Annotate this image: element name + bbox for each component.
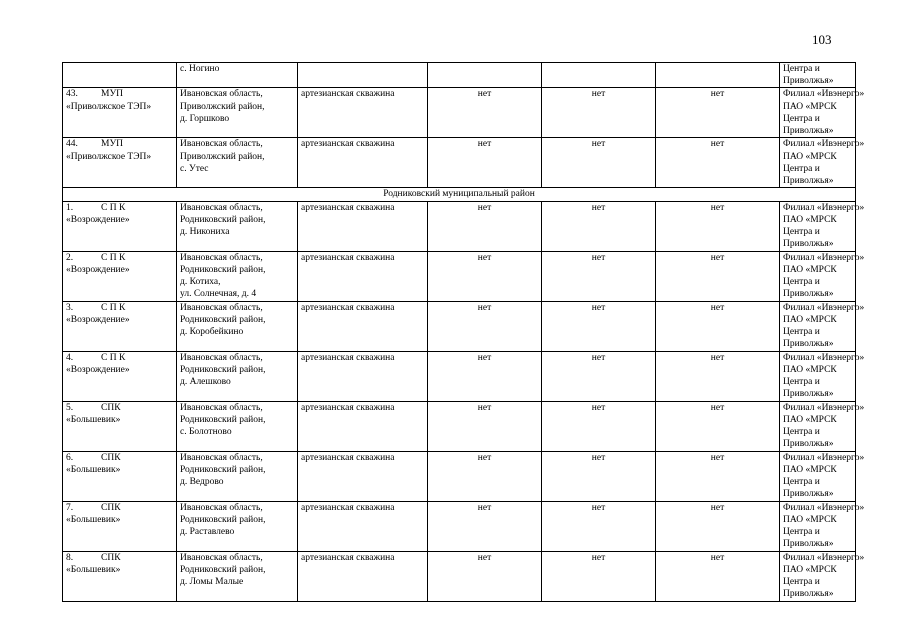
status-cell: нет <box>656 88 780 138</box>
status-cell <box>542 63 656 88</box>
filial-line: Приволжья» <box>783 176 834 187</box>
org-cell <box>63 63 177 88</box>
org-name: «Возрождение» <box>66 314 130 325</box>
address-line: Ивановская область, <box>180 502 263 513</box>
filial-line: ПАО «МРСК <box>783 564 837 575</box>
address-line: Ивановская область, <box>180 202 263 213</box>
status-cell: нет <box>656 251 780 301</box>
status-cell: нет <box>542 551 656 601</box>
status-cell <box>656 63 780 88</box>
address-cell <box>177 551 298 601</box>
address-line: Ивановская область, <box>180 552 263 563</box>
org-type: С П К <box>101 302 126 313</box>
filial-line: Приволжья» <box>783 289 834 300</box>
source-cell: артезианская скважина <box>298 451 428 501</box>
row-number: 5. <box>66 402 74 413</box>
address-line: Родниковский район, <box>180 214 266 225</box>
filial-line: ПАО «МРСК <box>783 364 837 375</box>
row-number: 6. <box>66 452 74 463</box>
table-row <box>63 63 856 88</box>
status-cell: нет <box>656 551 780 601</box>
filial-line: Центра и <box>783 527 820 538</box>
address-line: д. Ведрово <box>180 477 224 488</box>
row-number: 8. <box>66 552 74 563</box>
address-cell <box>177 201 298 251</box>
status-cell: нет <box>656 401 780 451</box>
address-line: Ивановская область, <box>180 452 263 463</box>
filial-cell <box>780 301 865 351</box>
org-type: С П К <box>101 252 126 263</box>
org-name: «Большевик» <box>66 464 121 475</box>
section-row <box>63 188 856 201</box>
filial-line: Филиал «Ивэнерго» <box>783 502 865 513</box>
org-name: «Приволжское ТЭП» <box>66 101 152 112</box>
source-cell <box>298 63 428 88</box>
address-line: Родниковский район, <box>180 564 266 575</box>
address-cell <box>177 88 298 138</box>
address-line: д. Алешково <box>180 377 231 388</box>
row-number: 7. <box>66 502 74 513</box>
address-line: д. Ломы Малые <box>180 577 244 588</box>
num-line <box>66 502 173 514</box>
filial-line: Филиал «Ивэнерго» <box>783 252 865 263</box>
org-cell <box>63 351 177 401</box>
filial-cell <box>780 501 865 551</box>
filial-line: Приволжья» <box>783 239 834 250</box>
status-cell: нет <box>428 301 542 351</box>
filial-line: Приволжья» <box>783 589 834 600</box>
org-cell <box>63 301 177 351</box>
filial-cell <box>780 63 856 88</box>
address-line: Ивановская область, <box>180 352 263 363</box>
org-cell <box>63 138 177 188</box>
table-row <box>63 88 856 138</box>
address-cell <box>177 63 298 88</box>
address-line: Родниковский район, <box>180 364 266 375</box>
org-name: «Большевик» <box>66 414 121 425</box>
status-cell: нет <box>428 551 542 601</box>
filial-line: ПАО «МРСК <box>783 414 837 425</box>
filial-line: Филиал «Ивэнерго» <box>783 89 865 100</box>
filial-line: Приволжья» <box>783 389 834 400</box>
address-line: д. Горшково <box>180 113 230 124</box>
org-type: СПК <box>101 452 121 463</box>
filial-cell <box>780 201 865 251</box>
filial-line: Филиал «Ивэнерго» <box>783 139 865 150</box>
address-line: ул. Солнечная, д. 4 <box>180 289 257 300</box>
address-line: Приволжский район, <box>180 101 265 112</box>
row-number: 2. <box>66 252 74 263</box>
address-cell <box>177 401 298 451</box>
address-line: Ивановская область, <box>180 89 263 100</box>
filial-line: Центра и <box>783 113 820 124</box>
address-line: Родниковский район, <box>180 514 266 525</box>
filial-line: Приволжья» <box>783 76 834 87</box>
section-title: Родниковский муниципальный район <box>63 188 856 201</box>
table-row <box>63 501 856 551</box>
address-cell <box>177 138 298 188</box>
address-cell <box>177 301 298 351</box>
num-line <box>66 452 173 464</box>
filial-line: ПАО «МРСК <box>783 514 837 525</box>
page-number: 103 <box>812 32 832 47</box>
status-cell: нет <box>656 351 780 401</box>
num-line <box>66 302 173 314</box>
table-row <box>63 251 856 301</box>
table-row <box>63 138 856 188</box>
filial-line: ПАО «МРСК <box>783 101 837 112</box>
org-cell <box>63 501 177 551</box>
filial-cell <box>780 401 865 451</box>
table-row <box>63 451 856 501</box>
status-cell: нет <box>656 301 780 351</box>
filial-line: Филиал «Ивэнерго» <box>783 552 865 563</box>
num-line <box>66 402 173 414</box>
num-line <box>66 202 173 214</box>
status-cell: нет <box>656 138 780 188</box>
filial-line: Центра и <box>783 427 820 438</box>
address-cell <box>177 501 298 551</box>
address-line: д. Котиха, <box>180 277 221 288</box>
address-line: Родниковский район, <box>180 314 266 325</box>
filial-cell <box>780 251 865 301</box>
num-line <box>66 552 173 564</box>
address-line: д. Раставлево <box>180 527 235 538</box>
address-line: Ивановская область, <box>180 139 263 150</box>
table-row <box>63 551 856 601</box>
num-line <box>66 252 173 264</box>
source-cell: артезианская скважина <box>298 138 428 188</box>
org-cell <box>63 88 177 138</box>
facilities-table <box>62 62 865 602</box>
status-cell: нет <box>542 251 656 301</box>
status-cell: нет <box>542 501 656 551</box>
filial-line: ПАО «МРСК <box>783 464 837 475</box>
status-cell: нет <box>542 138 656 188</box>
address-cell <box>177 451 298 501</box>
status-cell: нет <box>656 501 780 551</box>
status-cell: нет <box>542 451 656 501</box>
org-cell <box>63 401 177 451</box>
status-cell: нет <box>542 201 656 251</box>
source-cell: артезианская скважина <box>298 551 428 601</box>
filial-line: Приволжья» <box>783 339 834 350</box>
status-cell: нет <box>428 351 542 401</box>
address-line: с. Утес <box>180 163 209 174</box>
status-cell: нет <box>428 501 542 551</box>
filial-cell <box>780 551 865 601</box>
org-name: «Приволжское ТЭП» <box>66 151 152 162</box>
filial-line: Центра и <box>783 227 820 238</box>
table-row <box>63 201 856 251</box>
num-line <box>66 138 173 150</box>
address-line: с. Ногино <box>180 64 220 74</box>
org-type: МУП <box>101 89 124 100</box>
org-name: «Возрождение» <box>66 214 130 225</box>
org-name: «Большевик» <box>66 514 121 525</box>
filial-line: Центра и <box>783 477 820 488</box>
status-cell: нет <box>542 401 656 451</box>
org-name: «Возрождение» <box>66 364 130 375</box>
source-cell: артезианская скважина <box>298 201 428 251</box>
address-line: Ивановская область, <box>180 302 263 313</box>
filial-line: Центра и <box>783 377 820 388</box>
address-line: Родниковский район, <box>180 264 266 275</box>
address-line: Ивановская область, <box>180 252 263 263</box>
status-cell: нет <box>656 451 780 501</box>
filial-cell <box>780 451 865 501</box>
filial-line: ПАО «МРСК <box>783 314 837 325</box>
filial-line: ПАО «МРСК <box>783 214 837 225</box>
filial-line: Филиал «Ивэнерго» <box>783 402 865 413</box>
filial-line: Приволжья» <box>783 489 834 500</box>
filial-line: Филиал «Ивэнерго» <box>783 352 865 363</box>
filial-line: Филиал «Ивэнерго» <box>783 302 865 313</box>
row-number: 3. <box>66 302 74 313</box>
status-cell: нет <box>428 451 542 501</box>
source-cell: артезианская скважина <box>298 301 428 351</box>
num-line <box>66 88 173 100</box>
table-row <box>63 351 856 401</box>
status-cell <box>428 63 542 88</box>
table-row <box>63 401 856 451</box>
status-cell: нет <box>542 88 656 138</box>
status-cell: нет <box>428 401 542 451</box>
filial-line: Филиал «Ивэнерго» <box>783 452 865 463</box>
source-cell: артезианская скважина <box>298 251 428 301</box>
table-body <box>63 63 865 602</box>
row-number: 44. <box>66 139 78 150</box>
address-line: Приволжский район, <box>180 151 265 162</box>
source-cell: артезианская скважина <box>298 501 428 551</box>
filial-line: Приволжья» <box>783 439 834 450</box>
org-cell <box>63 551 177 601</box>
source-cell: артезианская скважина <box>298 88 428 138</box>
address-line: Родниковский район, <box>180 414 266 425</box>
status-cell: нет <box>656 201 780 251</box>
address-cell <box>177 251 298 301</box>
org-type: С П К <box>101 202 126 213</box>
address-line: Ивановская область, <box>180 402 263 413</box>
source-cell: артезианская скважина <box>298 351 428 401</box>
org-cell <box>63 251 177 301</box>
org-name: «Большевик» <box>66 564 121 575</box>
source-cell: артезианская скважина <box>298 401 428 451</box>
filial-line: Центра и <box>783 277 820 288</box>
address-line: с. Болотново <box>180 427 232 438</box>
status-cell: нет <box>428 138 542 188</box>
table-row <box>63 301 856 351</box>
address-line: д. Никониха <box>180 227 230 238</box>
filial-cell <box>780 351 865 401</box>
status-cell: нет <box>428 88 542 138</box>
filial-line: Центра и <box>783 163 820 174</box>
org-type: СПК <box>101 402 121 413</box>
address-cell <box>177 351 298 401</box>
filial-line: Центра и <box>783 327 820 338</box>
org-type: СПК <box>101 502 121 513</box>
status-cell: нет <box>428 201 542 251</box>
org-type: С П К <box>101 352 126 363</box>
status-cell: нет <box>542 351 656 401</box>
org-type: МУП <box>101 139 124 150</box>
row-number: 4. <box>66 352 74 363</box>
org-type: СПК <box>101 552 121 563</box>
status-cell: нет <box>428 251 542 301</box>
filial-cell <box>780 138 865 188</box>
filial-line: ПАО «МРСК <box>783 151 837 162</box>
org-cell <box>63 201 177 251</box>
address-line: д. Коробейкино <box>180 327 244 338</box>
status-cell: нет <box>542 301 656 351</box>
filial-cell <box>780 88 865 138</box>
row-number: 1. <box>66 202 74 213</box>
org-cell <box>63 451 177 501</box>
address-line: Родниковский район, <box>180 464 266 475</box>
filial-line: ПАО «МРСК <box>783 264 837 275</box>
row-number: 43. <box>66 89 78 100</box>
filial-line: Центра и <box>783 577 820 588</box>
org-name: «Возрождение» <box>66 264 130 275</box>
filial-line: Приволжья» <box>783 539 834 550</box>
filial-line: Центра и <box>783 64 820 74</box>
filial-line: Филиал «Ивэнерго» <box>783 202 865 213</box>
filial-line: Приволжья» <box>783 126 834 137</box>
num-line <box>66 352 173 364</box>
